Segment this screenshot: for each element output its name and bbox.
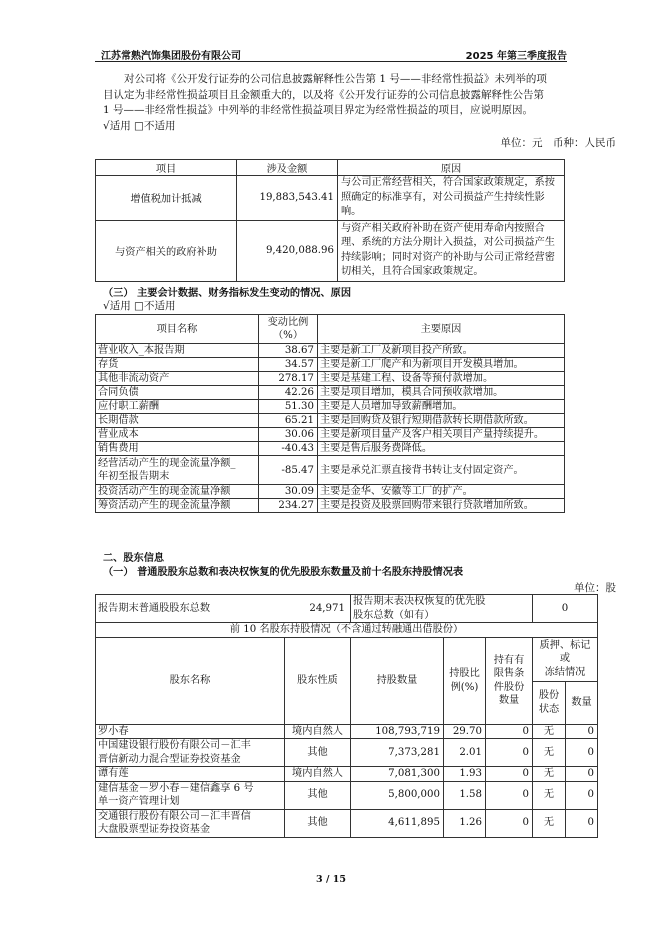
reason-cell: 主要是人员增加导致薪酬增加。 (318, 400, 565, 414)
ratio-cell: 30.09 (259, 485, 318, 499)
table-row (96, 372, 565, 386)
nonrecurring-table (95, 159, 565, 282)
ratio-cell: -85.47 (259, 456, 318, 485)
restricted-header-line: 限售条 (493, 668, 525, 679)
col-header-reason: 原因 (338, 160, 565, 176)
reason-cell: 主要是项目增加，模具合同预收款增加。 (318, 386, 565, 400)
status-header-line: 股份 (538, 690, 560, 701)
ratio-cell: 2.01 (444, 739, 486, 767)
reason-line: 切相关，且符合国家政策规定。 (341, 266, 484, 277)
col-header-name: 项目名称 (96, 315, 259, 344)
ratio-cell: 278.17 (259, 372, 318, 386)
table-row (96, 809, 598, 837)
status-cell: 无 (533, 724, 566, 739)
ratio-cell: 1.93 (444, 767, 486, 782)
col-header-ratio (259, 315, 318, 344)
name-line: 交通银行股份有限公司－汇丰晋信 (98, 810, 251, 822)
table-row (96, 344, 565, 358)
top10-title: 前 10 名股东持股情况（不含通过转融通出借股份） (96, 623, 598, 638)
status-cell: 无 (533, 781, 566, 809)
restricted-header-line: 持有有 (493, 654, 525, 666)
qty-cell: 0 (566, 781, 598, 809)
reason-line: 理、系统的方法分期计入损益，对公司损益产生 (341, 237, 555, 248)
reason-line: 照确定的标准享有，对公司损益产生持续性影响。 (341, 191, 545, 217)
shares-cell: 7,373,281 (351, 739, 444, 767)
pledge-header-line: 质押、标记或 (539, 639, 591, 665)
ratio-cell: 51.30 (259, 400, 318, 414)
ratio-cell: 34.57 (259, 358, 318, 372)
restricted-cell: 0 (486, 724, 533, 739)
preferred-label-cell (351, 595, 533, 623)
status-cell: 无 (533, 809, 566, 837)
name-line: 经营活动产生的现金流量净额_ (98, 458, 236, 469)
col-header-status (533, 681, 566, 724)
col-header-restricted (486, 637, 533, 724)
ratio-cell: 234.27 (259, 499, 318, 513)
col-header-shares: 持股数量 (351, 637, 444, 724)
ratio-cell: 65.21 (259, 414, 318, 428)
restricted-cell: 0 (486, 781, 533, 809)
status-cell: 无 (533, 767, 566, 782)
shares-cell: 4,611,895 (351, 809, 444, 837)
shareholder-name: 罗小春 (96, 724, 285, 739)
nature-cell: 其他 (285, 781, 351, 809)
amount-cell: 19,883,543.41 (237, 176, 338, 221)
table-row (96, 456, 565, 485)
name-line: 建信基金－罗小春－建信鑫享 6 号 (98, 782, 254, 794)
col-header-ratio (444, 637, 486, 724)
restricted-cell: 0 (486, 809, 533, 837)
shareholder-name (96, 781, 285, 809)
section2-subtitle: （一） 普通股股东总数和表决权恢复的优先股股东数量及前十名股东持股情况表 (103, 567, 464, 578)
currency-unit: 单位：元 币种：人民币 (500, 137, 616, 149)
shares-cell: 5,800,000 (351, 781, 444, 809)
qty-cell: 0 (566, 739, 598, 767)
qty-cell: 0 (566, 767, 598, 782)
section3-applicable: √适用 □不适用 (103, 300, 176, 312)
col-header-reason: 主要原因 (318, 315, 565, 344)
applicable-checkbox-text: √适用 □不适用 (103, 119, 176, 132)
name-cell: 营业成本 (96, 428, 259, 442)
reason-cell: 主要是新项目量产及客户相关项目产量持续提升。 (318, 428, 565, 442)
reason-cell (338, 176, 565, 221)
total-shareholders-cell (96, 595, 351, 623)
col-header-item: 项目 (96, 160, 237, 176)
nature-cell: 其他 (285, 809, 351, 837)
ratio-cell: 30.06 (259, 428, 318, 442)
reason-cell (338, 220, 565, 281)
nature-cell: 境内自然人 (285, 724, 351, 739)
name-cell: 合同负债 (96, 386, 259, 400)
intro-line: 1 号——非经常性损益》中列举的非经常性损益项目界定为经常性损益的项目，应说明原因。 (103, 104, 534, 116)
col-header-amount: 涉及金额 (237, 160, 338, 176)
pref-label-line: 报告期末表决权恢复的优先股 (353, 596, 486, 607)
shares-cell: 108,793,719 (351, 724, 444, 739)
ratio-cell: 38.67 (259, 344, 318, 358)
ratio-cell: 42.26 (259, 386, 318, 400)
name-cell: 筹资活动产生的现金流量净额 (96, 499, 259, 513)
name-line: 年初至报告期末 (98, 471, 170, 482)
table-row (96, 724, 598, 739)
intro-paragraph (103, 72, 558, 134)
shareholder-name (96, 739, 285, 767)
name-line: 晋信新动力混合型证券投资基金 (98, 753, 241, 765)
name-cell: 长期借款 (96, 414, 259, 428)
reason-cell: 主要是投资及股票回购带来银行贷款增加所致。 (318, 499, 565, 513)
ratio-header-line: 例(%) (450, 681, 479, 693)
table-row (96, 386, 565, 400)
amount-cell: 9,420,088.96 (237, 220, 338, 281)
ratio-cell: 29.70 (444, 724, 486, 739)
table-row (96, 428, 565, 442)
shareholder-name: 谭有莲 (96, 767, 285, 782)
col-header-qty: 数量 (566, 681, 598, 724)
name-cell: 销售费用 (96, 442, 259, 456)
item-cell: 增值税加计抵减 (96, 176, 237, 221)
restricted-cell: 0 (486, 767, 533, 782)
name-line: 大盘股票型证券投资基金 (98, 824, 211, 835)
name-cell: 应付职工薪酬 (96, 400, 259, 414)
ratio-header-line: （%） (272, 330, 304, 341)
table-row (96, 176, 565, 221)
name-cell: 存货 (96, 358, 259, 372)
ratio-cell: 1.26 (444, 809, 486, 837)
shareholder-name (96, 809, 285, 837)
reason-cell: 主要是新工厂及新项目投产所致。 (318, 344, 565, 358)
nature-cell: 境内自然人 (285, 767, 351, 782)
status-header-line: 状态 (538, 703, 560, 715)
page-number: 3 / 15 (316, 874, 346, 885)
item-cell: 与资产相关的政府补助 (96, 220, 237, 281)
page-header (95, 47, 567, 62)
name-cell: 营业收入_本报告期 (96, 344, 259, 358)
table-row (96, 358, 565, 372)
table-row (96, 739, 598, 767)
table-row (96, 400, 565, 414)
total-label: 报告期末普通股股东总数 (98, 602, 211, 614)
col-header-name: 股东名称 (96, 637, 285, 724)
reason-cell: 主要是承兑汇票直接背书转让支付固定资产。 (318, 456, 565, 485)
reason-cell: 主要是金华、安徽等工厂的扩产。 (318, 485, 565, 499)
qty-cell: 0 (566, 724, 598, 739)
change-table (95, 314, 565, 513)
report-title: 2025 年第三季度报告 (465, 51, 567, 62)
intro-line: 目认定为非经常性损益项目且金额重大的，以及将《公开发行证券的公司信息披露解释性公告第 (103, 88, 544, 101)
reason-cell: 主要是新工厂爬产和为新项目开发模具增加。 (318, 358, 565, 372)
pref-label-line: 股东总数（如有） (353, 609, 435, 621)
restricted-header-line: 数量 (498, 695, 520, 706)
table-row (96, 220, 565, 281)
preferred-value: 0 (533, 595, 598, 623)
reason-cell: 主要是基建工程、设备等预付款增加。 (318, 372, 565, 386)
col-header-nature: 股东性质 (285, 637, 351, 724)
reason-cell: 主要是回购贷及银行短期借款转长期借款所致。 (318, 414, 565, 428)
col-header-pledge (533, 637, 598, 681)
name-line: 单一资产管理计划 (98, 796, 180, 807)
table-row (96, 485, 565, 499)
status-cell: 无 (533, 739, 566, 767)
company-name: 江苏常熟汽饰集团股份有限公司 (101, 51, 241, 62)
table-row (96, 767, 598, 782)
reason-line: 与资产相关政府补助在资产使用寿命内按照合 (341, 222, 545, 234)
section2-title: 二、股东信息 (103, 553, 165, 564)
ratio-header-line: 持股比 (449, 668, 480, 679)
table-row (96, 442, 565, 456)
name-line: 中国建设银行股份有限公司－汇丰 (98, 740, 251, 751)
ratio-header-line: 变动比例 (267, 317, 309, 328)
table-row (96, 414, 565, 428)
reason-line: 与公司正常经营相关，符合国家政策规定，系按 (341, 177, 555, 188)
name-cell (96, 456, 259, 485)
shares-cell: 7,081,300 (351, 767, 444, 782)
section3-title: （三） 主要会计数据、财务指标发生变动的情况、原因 (103, 288, 352, 299)
table-row (96, 781, 598, 809)
table-row (96, 499, 565, 513)
intro-line: 对公司将《公开发行证券的公司信息披露解释性公告第 1 号——非经常性损益》未列举的项 (124, 73, 547, 85)
name-cell: 投资活动产生的现金流量净额 (96, 485, 259, 499)
restricted-header-line: 件股份 (493, 681, 525, 693)
name-cell: 其他非流动资产 (96, 372, 259, 386)
restricted-cell: 0 (486, 739, 533, 767)
share-unit: 单位：股 (574, 582, 616, 594)
reason-cell: 主要是售后服务费降低。 (318, 442, 565, 456)
shareholder-table (95, 594, 598, 838)
pledge-header-line: 冻结情况 (544, 666, 586, 678)
total-value: 24,971 (309, 602, 345, 614)
ratio-cell: 1.58 (444, 781, 486, 809)
qty-cell: 0 (566, 809, 598, 837)
ratio-cell: -40.43 (259, 442, 318, 456)
nature-cell: 其他 (285, 739, 351, 767)
reason-line: 持续影响；同时对资产的补助与公司正常经营密 (341, 251, 555, 263)
